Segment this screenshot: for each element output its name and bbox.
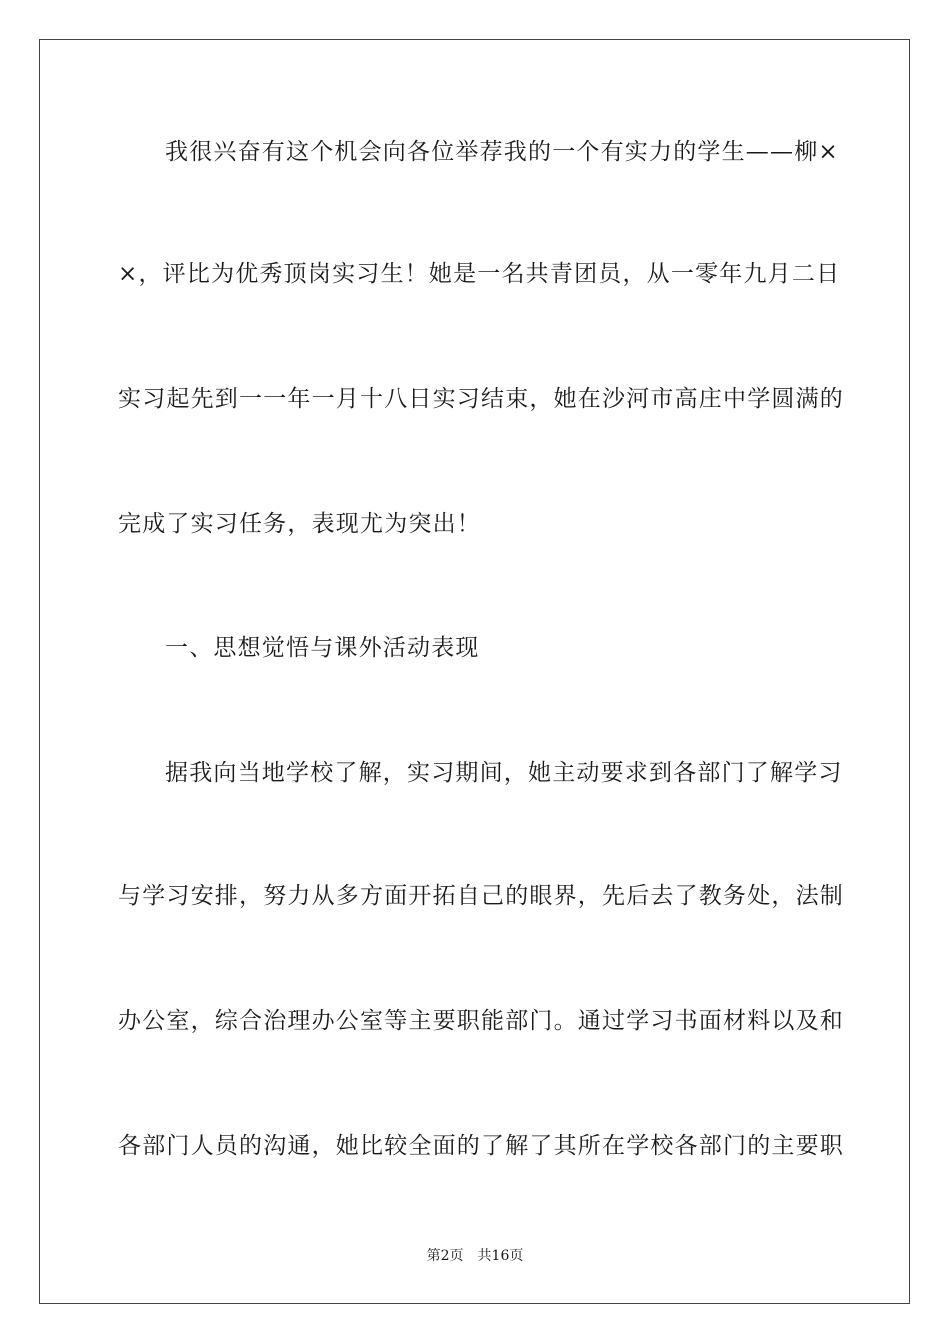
page-number: 第2页: [426, 1248, 464, 1264]
paragraph-line: 实习起先到一一年一月十八日实习结束，她在沙河市高庄中学圆满的: [118, 386, 844, 412]
page-footer: [0, 1247, 950, 1265]
paragraph-line: 各部门人员的沟通，她比较全面的了解了其所在学校各部门的主要职: [118, 1133, 844, 1159]
page-total: 共16页: [477, 1248, 524, 1264]
paragraph-line: 办公室，综合治理办公室等主要职能部门。通过学习书面材料以及和: [118, 1008, 844, 1034]
paragraph-line: ×，评比为优秀顶岗实习生！她是一名共青团员，从一零年九月二日: [118, 261, 841, 287]
section-heading: 一、思想觉悟与课外活动表现: [165, 635, 480, 661]
page-border: [39, 39, 910, 1304]
paragraph-line: 与学习安排，努力从多方面开拓自己的眼界，先后去了教务处，法制: [118, 883, 844, 909]
paragraph-line: 完成了实习任务，表现尤为突出！: [118, 511, 481, 537]
paragraph-line: 我很兴奋有这个机会向各位举荐我的一个有实力的学生——柳×: [165, 139, 839, 165]
paragraph-line: 据我向当地学校了解，实习期间，她主动要求到各部门了解学习: [165, 760, 843, 786]
